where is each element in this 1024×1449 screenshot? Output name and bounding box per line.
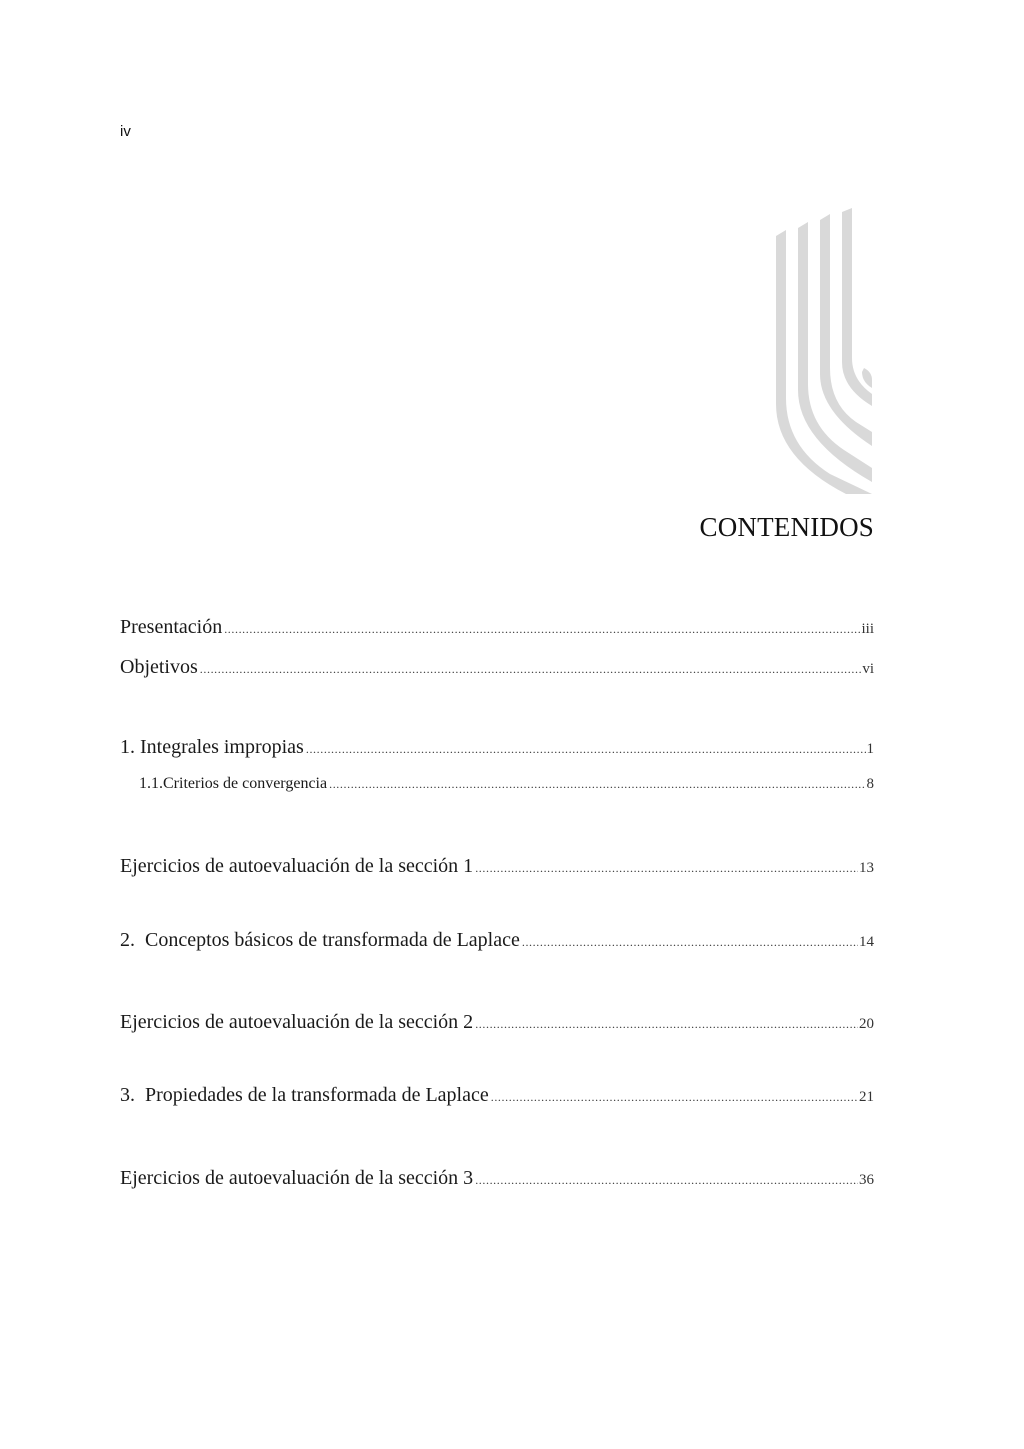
toc-entry-label: Presentación: [120, 616, 223, 638]
toc-leader-dots: [475, 1017, 858, 1032]
toc-entry-label: 3. Propiedades de la transformada de Laplace: [120, 1084, 489, 1106]
toc-entry-label: Ejercicios de autoevaluación de la sección 3: [120, 1167, 474, 1189]
toc-entry-page: iii: [861, 621, 874, 637]
toc-entry-label: Ejercicios de autoevaluación de la sección 2: [120, 1011, 474, 1033]
toc-entry-page: vi: [862, 661, 874, 677]
toc-entry-label: Objetivos: [120, 656, 198, 678]
toc-entry-label: Ejercicios de autoevaluación de la sección 1: [120, 855, 474, 877]
toc-entry-label: 1. Integrales impropias: [120, 736, 304, 758]
toc-entry-page: 8: [866, 776, 874, 792]
toc-entry-ejercicios-seccion-1[interactable]: [120, 855, 874, 878]
toc-entry-page: 36: [859, 1172, 874, 1188]
toc-entry-label: 2. Conceptos básicos de transformada de Laplace: [120, 929, 520, 951]
toc-leader-dots: [224, 622, 860, 637]
toc-entry-propiedades[interactable]: [120, 1084, 874, 1107]
toc-leader-dots: [522, 935, 858, 950]
toc-entry-ejercicios-seccion-3[interactable]: [120, 1167, 874, 1190]
toc-entry-conceptos-basicos[interactable]: [120, 929, 874, 952]
toc-entry-criterios-de-convergencia[interactable]: [139, 775, 874, 793]
toc-entry-objetivos[interactable]: [120, 656, 874, 679]
table-of-contents: [120, 0, 874, 1449]
toc-entry-ejercicios-seccion-2[interactable]: [120, 1011, 874, 1034]
toc-leader-dots: [306, 742, 866, 757]
toc-entry-integrales-impropias[interactable]: [120, 736, 874, 759]
toc-leader-dots: [475, 861, 858, 876]
page-title: CONTENIDOS: [699, 512, 874, 542]
toc-leader-dots: [329, 777, 865, 792]
toc-leader-dots: [200, 662, 862, 677]
toc-entry-page: 20: [859, 1016, 874, 1032]
toc-entry-page: 14: [859, 934, 874, 950]
toc-leader-dots: [475, 1173, 858, 1188]
page-number: iv: [120, 123, 131, 140]
toc-entry-label: 1.1.Criterios de convergencia: [139, 775, 328, 792]
toc-leader-dots: [491, 1090, 858, 1105]
toc-entry-page: 1: [866, 741, 874, 757]
toc-entry-page: 21: [859, 1089, 874, 1105]
toc-entry-page: 13: [859, 860, 874, 876]
toc-entry-presentacion[interactable]: [120, 616, 874, 639]
